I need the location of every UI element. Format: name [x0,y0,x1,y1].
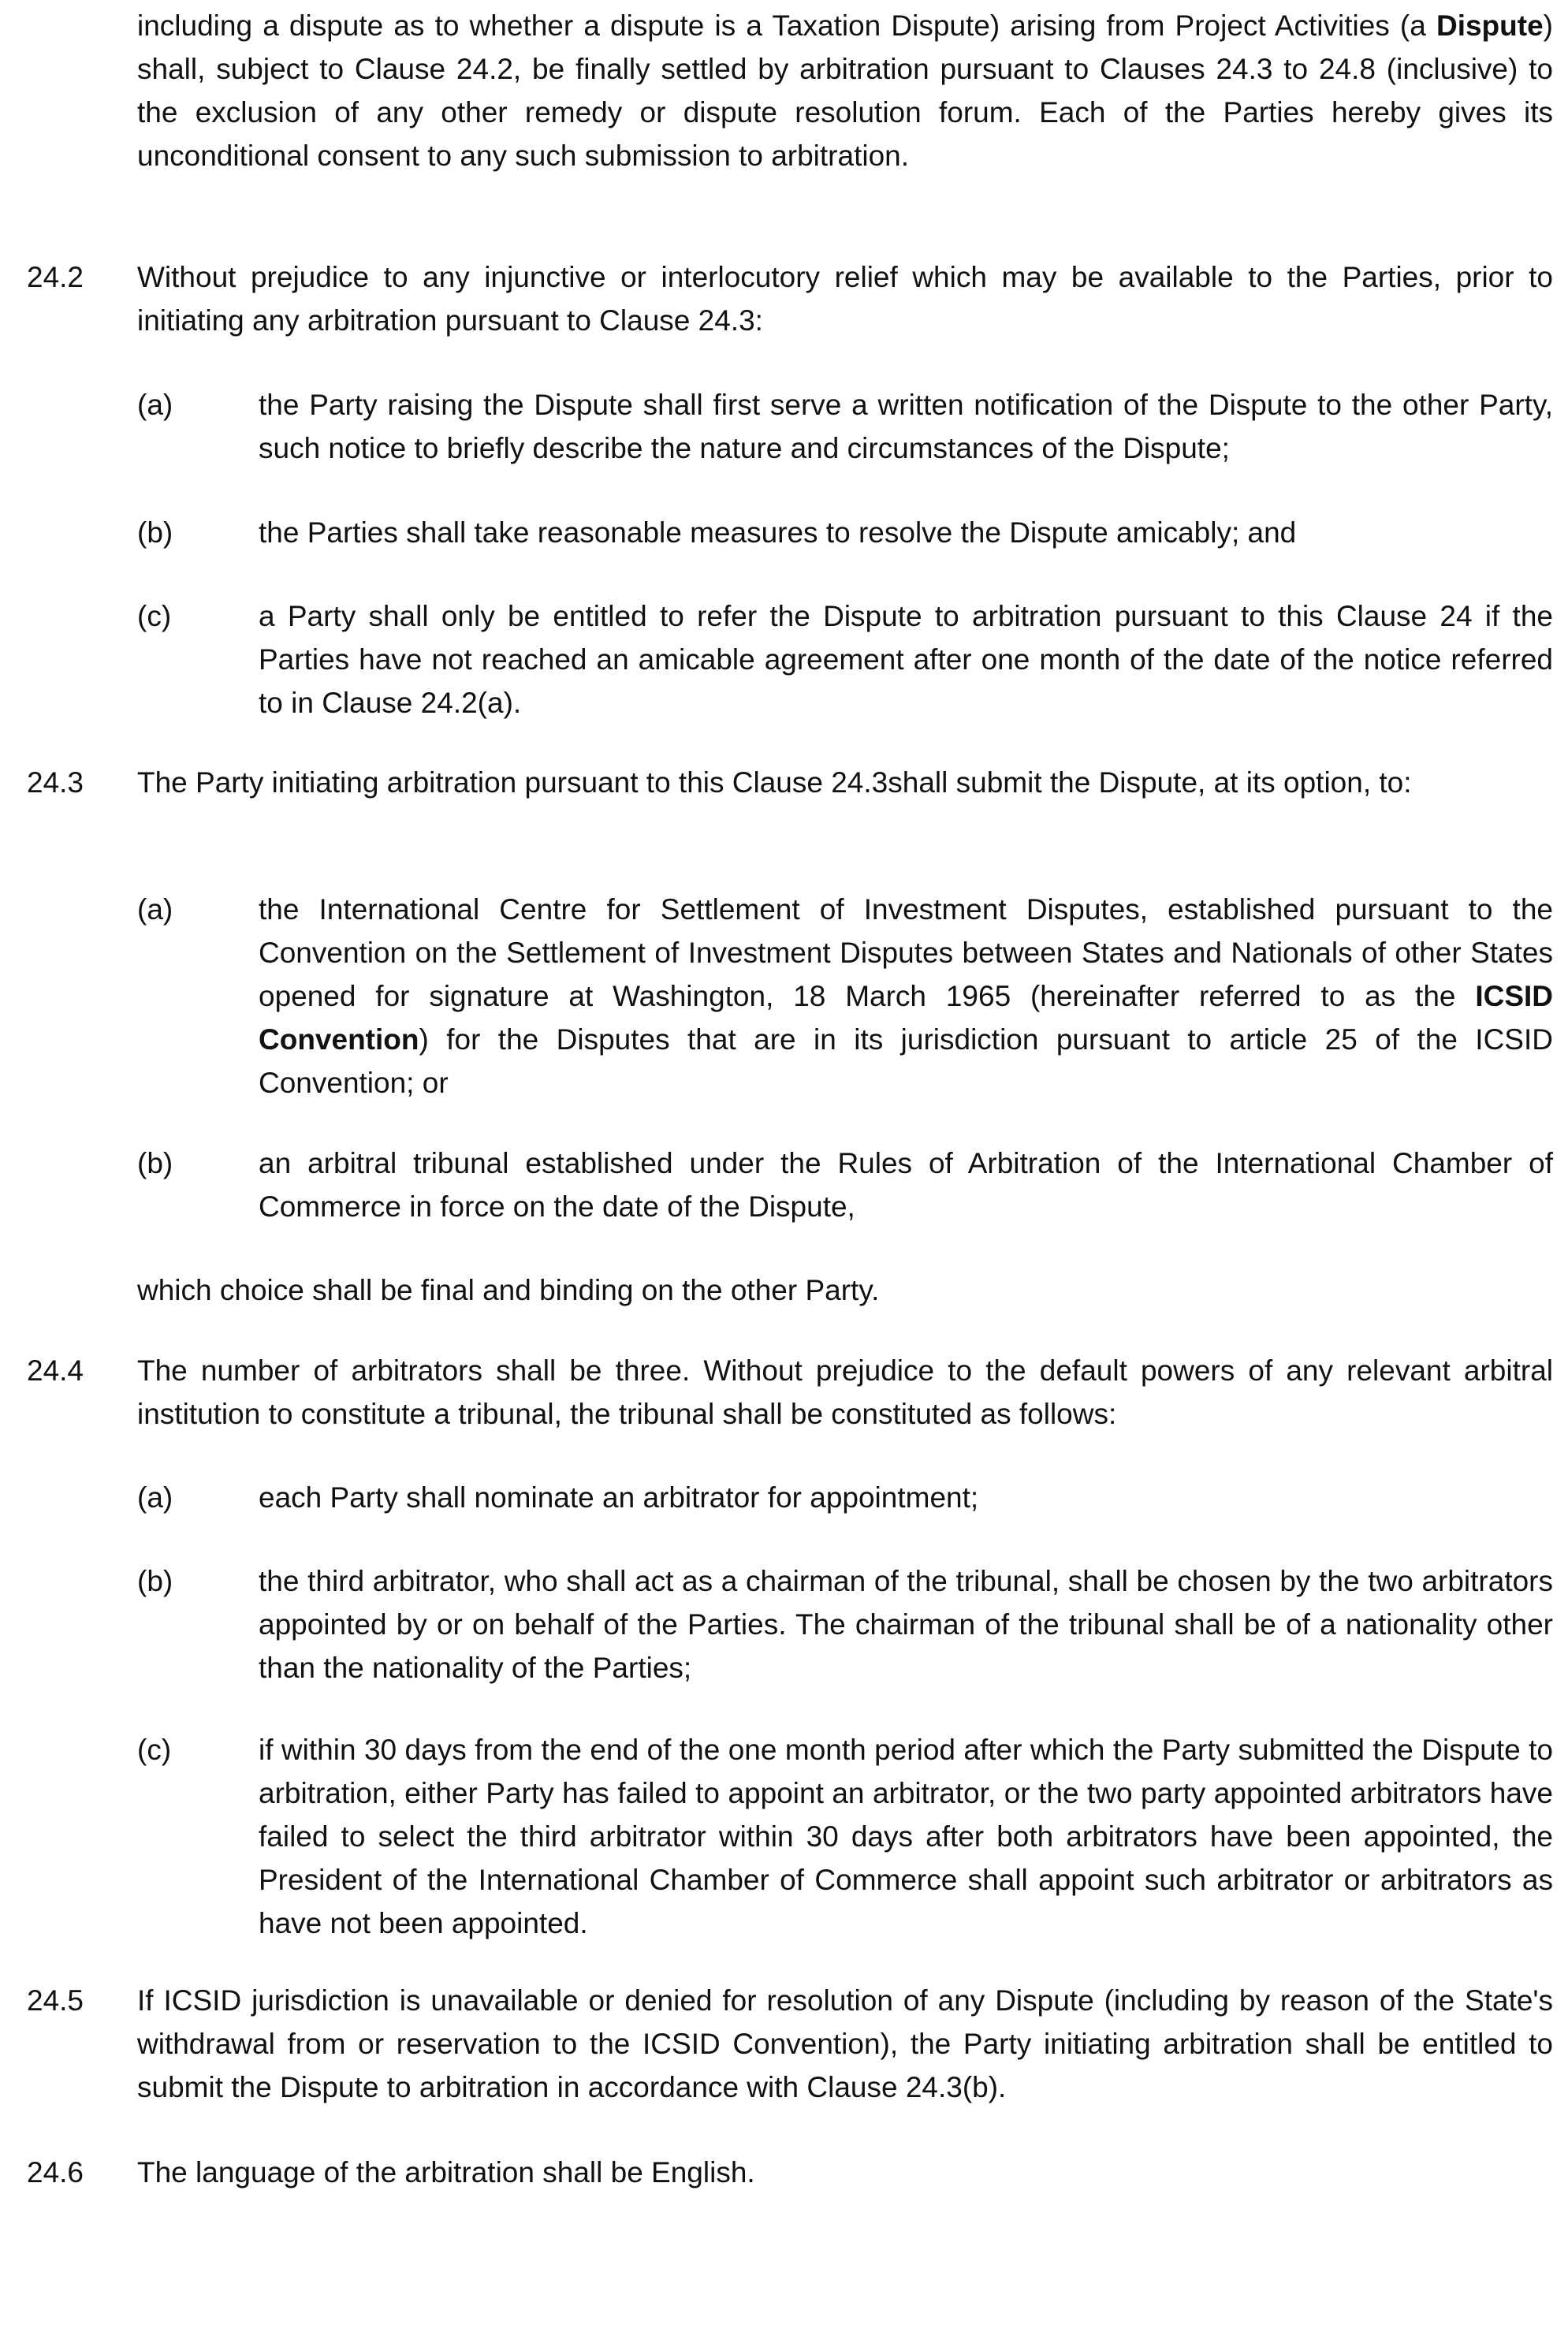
clause-24-3-item-b-label: (b) [137,1147,173,1179]
intro-text-post: ) shall, subject to Clause 24.2, be finally settled by arbitration pursuant to Clauses 24.3 to 24.8 (inclusive) to the exclusion of any other remedy or dispute resolution forum. Each of the Parties hereby gives its unconditional consent to any such submission to arbitration. [137,9,1553,172]
defined-term-icsid-convention: ICSID Convention [259,980,1553,1056]
clause-24-4-item-a-label: (a) [137,1481,173,1514]
clause-24-2-item-a-label: (a) [137,389,173,421]
clause-24-5-text: If ICSID jurisdiction is unavailable or denied for resolution of any Dispute (including by reason of the State's withdrawal from or reservation to the ICSID Convention), the Party initiating arbitration shall be entitled to submit the Dispute to arbitration in accordance with Clause 24.3(b). [137,1984,1553,2103]
clause-24-2-item-c-label: (c) [137,600,172,632]
clause-number-24-2: 24.2 [27,261,84,293]
clause-24-2-item-b-label: (b) [137,516,173,549]
clause-24-2-item-b-text: the Parties shall take reasonable measures to resolve the Dispute amicably; and [259,516,1297,549]
clause-24-4-item-c-text: if within 30 days from the end of the one month period after which the Party submitted the Dispute to arbitration, either Party has failed to appoint an arbitrator, or the two party appointed arbitrators have failed to select the third arbitrator within 30 days after both arbitrators have been appointed, the President of the International Chamber of Commerce shall appoint such arbitrator or arbitrators as have not been appointed. [259,1734,1553,1939]
clause-number-24-5: 24.5 [27,1984,84,2017]
clause-24-4-item-b-text: the third arbitrator, who shall act as a chairman of the tribunal, shall be chosen by the two arbitrators appointed by or on behalf of the Parties. The chairman of the tribunal shall be of a nationality other than the nationality of the Parties; [259,1565,1553,1684]
item-a-text-post: ) for the Disputes that are in its jurisdiction pursuant to article 25 of the ICSID Convention; or [259,1023,1553,1099]
clause-24-3-item-b-text: an arbitral tribunal established under the Rules of Arbitration of the International Chamber of Commerce in force on the date of the Dispute, [259,1147,1553,1223]
intro-text-pre: including a dispute as to whether a dispute is a Taxation Dispute) arising from Project Activities (a [137,9,1436,42]
intro-paragraph [137,4,1553,177]
clause-24-3-item-a-label: (a) [137,893,173,926]
clause-24-6-text: The language of the arbitration shall be English. [137,2156,755,2189]
clause-24-3-trailer: which choice shall be final and binding on the other Party. [137,1274,880,1306]
clause-24-3-text: The Party initiating arbitration pursuant to this Clause 24.3shall submit the Dispute, at its option, to: [137,766,1412,799]
clause-24-4-item-c-label: (c) [137,1734,172,1766]
item-a-text-pre: the International Centre for Settlement of Investment Disputes, established pursuant to the Convention on the Settlement of Investment Disputes between States and Nationals of other States opened for signature at Washington, 18 March 1965 (hereinafter referred to as the [259,893,1553,1012]
clause-24-4-text: The number of arbitrators shall be three. Without prejudice to the default powers of any relevant arbitral institution to constitute a tribunal, the tribunal shall be constituted as follows: [137,1354,1553,1430]
clause-number-24-6: 24.6 [27,2156,84,2189]
clause-number-24-4: 24.4 [27,1354,84,1387]
defined-term-dispute: Dispute [1436,9,1544,42]
clause-24-4-item-b-label: (b) [137,1565,173,1597]
clause-24-3-item-a-text [259,888,1553,1105]
clause-24-2-text: Without prejudice to any injunctive or interlocutory relief which may be available to the Parties, prior to initiating any arbitration pursuant to Clause 24.3: [137,261,1553,337]
clause-number-24-3: 24.3 [27,766,84,799]
clause-24-4-item-a-text: each Party shall nominate an arbitrator for appointment; [259,1481,979,1514]
clause-24-2-item-c-text: a Party shall only be entitled to refer the Dispute to arbitration pursuant to this Clause 24 if the Parties have not reached an amicable agreement after one month of the date of the notice referred to in Clause 24.2(a). [259,600,1553,719]
clause-24-2-item-a-text: the Party raising the Dispute shall first serve a written notification of the Dispute to the other Party, such notice to briefly describe the nature and circumstances of the Dispute; [259,389,1553,464]
